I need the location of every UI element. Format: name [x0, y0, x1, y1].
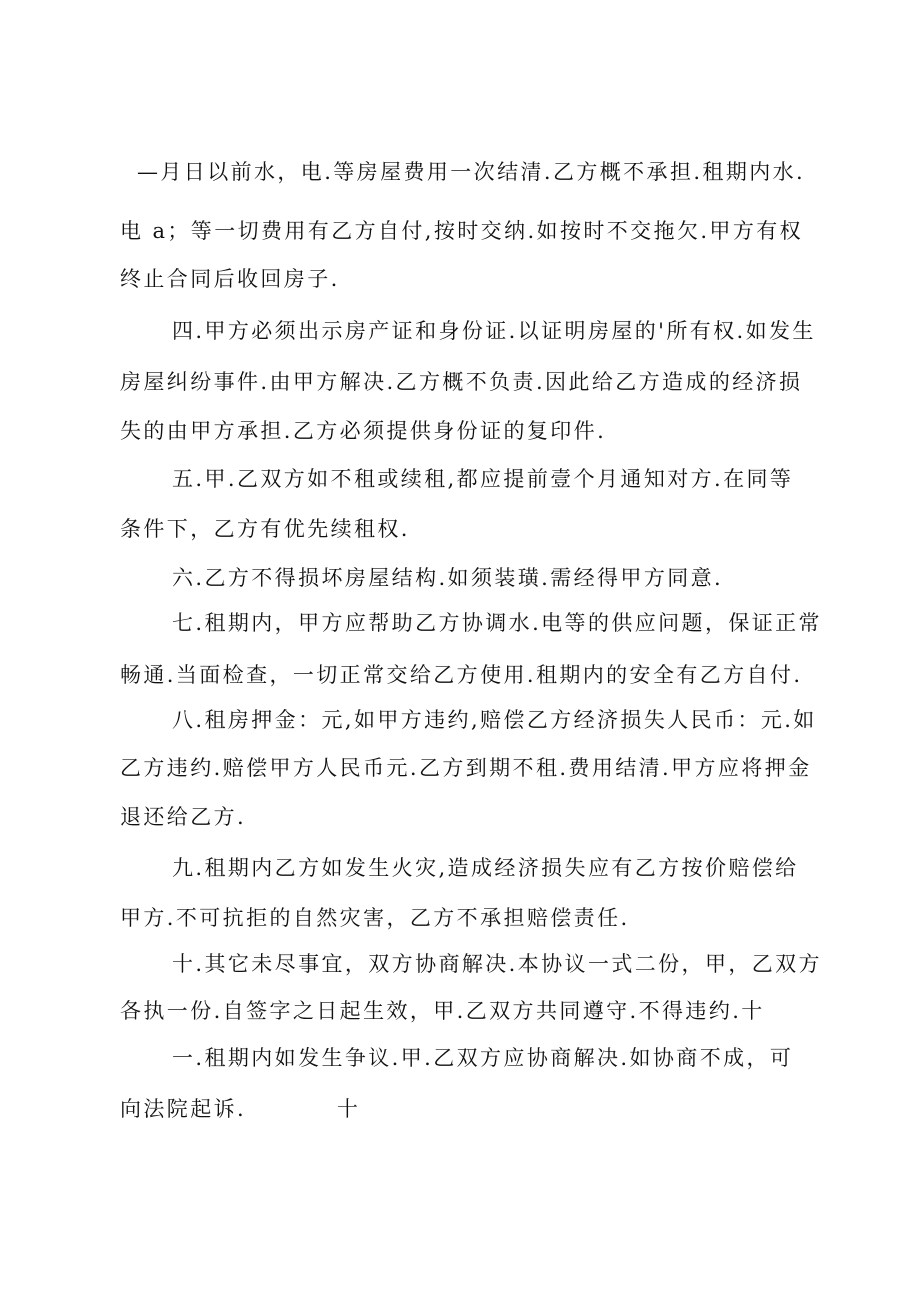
text-line: —月日以前水，电.等房屋费用一次结清.乙方概不承担.租期内水. [137, 160, 806, 184]
text-line: 畅通.当面检查，一切正常交给乙方使用.租期内的安全有乙方自付. [120, 663, 803, 687]
text-line: 终止合同后收回房子. [120, 267, 340, 291]
text-line: 甲方.不可抗拒的自然灾害，乙方不承担赔偿责任. [120, 906, 630, 930]
text-line: 各执一份.自签字之日起生效，甲.乙双方共同遵守.不得违约.十 [120, 999, 765, 1023]
clause-5-start: 五.甲.乙双方如不租或续租,都应提前壹个月通知对方.在同等 [172, 467, 794, 491]
text-line: 条件下，乙方有优先续租权. [120, 517, 410, 541]
clause-10-start: 十.其它未尽事宜，双方协商解决.本协议一式二份，甲，乙双方 [172, 952, 822, 976]
text-line: 乙方违约.赔偿甲方人民币元.乙方到期不租.费用结清.甲方应将押金 [120, 756, 812, 780]
clause-4-start: 四.甲方必须出示房产证和身份证.以证明房屋的'所有权.如发生 [172, 319, 816, 343]
clause-6: 六.乙方不得损坏房屋结构.如须装璜.需经得甲方同意. [172, 566, 724, 590]
text-line: 退还给乙方. [120, 805, 247, 829]
clause-7-start: 七.租期内，甲方应帮助乙方协调水.电等的供应问题，保证正常 [172, 611, 822, 635]
text-line: 电 a；等一切费用有乙方自付,按时交纳.如按时不交拖欠.甲方有权 [120, 219, 804, 243]
clause-8-start: 八.租房押金：元,如甲方违约,赔偿乙方经济损失人民币：元.如 [172, 708, 817, 732]
clause-9-start: 九.租期内乙方如发生火灾,造成经济损失应有乙方按价赔偿给 [172, 856, 799, 880]
text-line: 向法院起诉. 十 [120, 1097, 361, 1121]
text-line: 房屋纠纷事件.由甲方解决.乙方概不负责.因此给乙方造成的经济损 [120, 370, 803, 394]
clause-11-start: 一.租期内如发生争议.甲.乙双方应协商解决.如协商不成，可 [172, 1046, 794, 1070]
text-line: 失的由甲方承担.乙方必须提供身份证的复印件. [120, 419, 607, 443]
